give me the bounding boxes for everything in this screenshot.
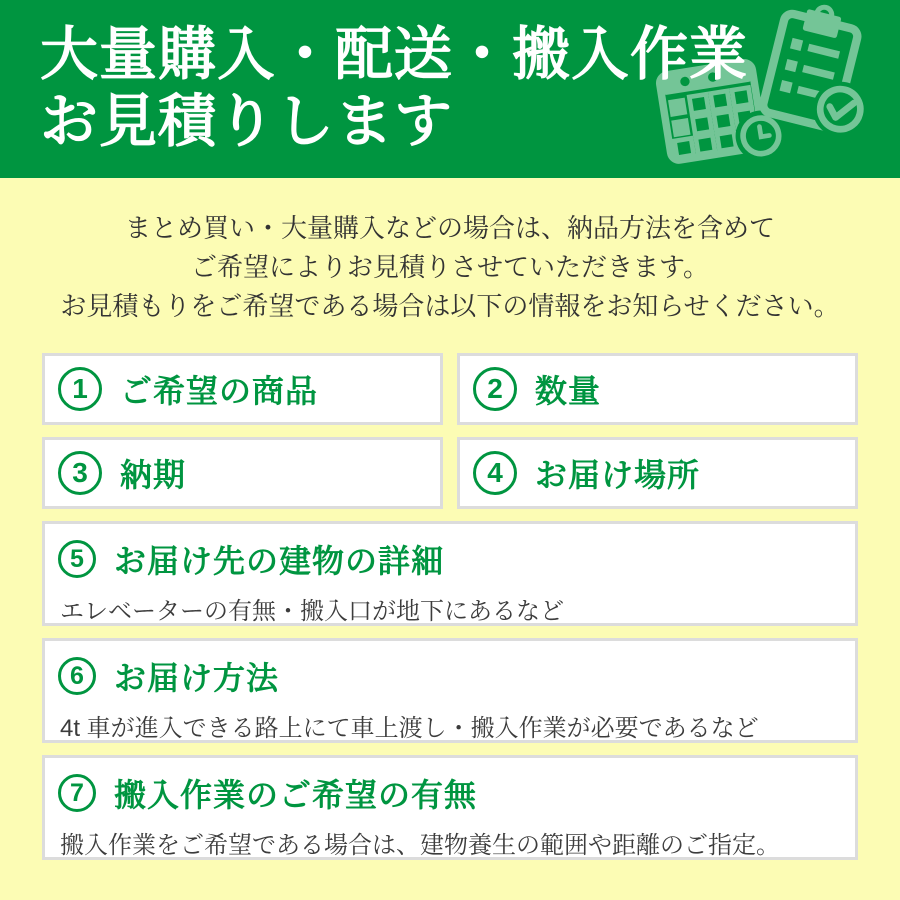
item-box-1 [42, 353, 443, 425]
page-title-line2: お見積りします [40, 89, 454, 154]
intro-line2: ご希望によりお見積りさせていただきます。 [191, 252, 709, 282]
item-label: 搬入作業のご希望の有無 [114, 777, 478, 813]
item-number-badge: 5 [58, 540, 96, 578]
item-label: ご希望の商品 [120, 373, 319, 409]
item-number-badge: 3 [58, 451, 102, 495]
item-heading [58, 536, 841, 582]
item-number-badge: 6 [58, 657, 96, 695]
item-box-3 [42, 437, 443, 509]
item-label: お届け場所 [535, 457, 701, 493]
page-title [0, 0, 900, 155]
page-title-line1: 大量購入・配送・搬入作業 [40, 22, 749, 87]
item-box-5 [42, 521, 858, 626]
item-heading [58, 653, 841, 699]
intro-line1: まとめ買い・大量購入などの場合は、納品方法を含めて [124, 213, 775, 243]
item-number-badge: 7 [58, 774, 96, 812]
item-label: お届け先の建物の詳細 [114, 543, 445, 579]
item-number-badge: 1 [58, 367, 102, 411]
intro-line3: お見積もりをご希望である場合は以下の情報をお知らせください。 [60, 291, 840, 321]
item-number-badge: 2 [473, 367, 517, 411]
item-note: 搬入作業をご希望である場合は、建物養生の範囲や距離のご指定。 [60, 832, 780, 859]
item-label: 納期 [120, 457, 187, 493]
intro-text [0, 178, 900, 326]
item-heading [58, 770, 841, 816]
item-label: お届け方法 [114, 660, 280, 696]
item-box-4 [457, 437, 858, 509]
item-note: エレベーターの有無・搬入口が地下にあるなど [60, 598, 564, 625]
item-note: 4t 車が進入できる路上にて車上渡し・搬入作業が必要であるなど [60, 715, 759, 742]
item-box-6 [42, 638, 858, 743]
item-box-7 [42, 755, 858, 860]
info-boxes-grid [42, 353, 858, 860]
item-number-badge: 4 [473, 451, 517, 495]
banner-header [0, 0, 900, 178]
item-box-2 [457, 353, 858, 425]
item-label: 数量 [535, 373, 602, 409]
